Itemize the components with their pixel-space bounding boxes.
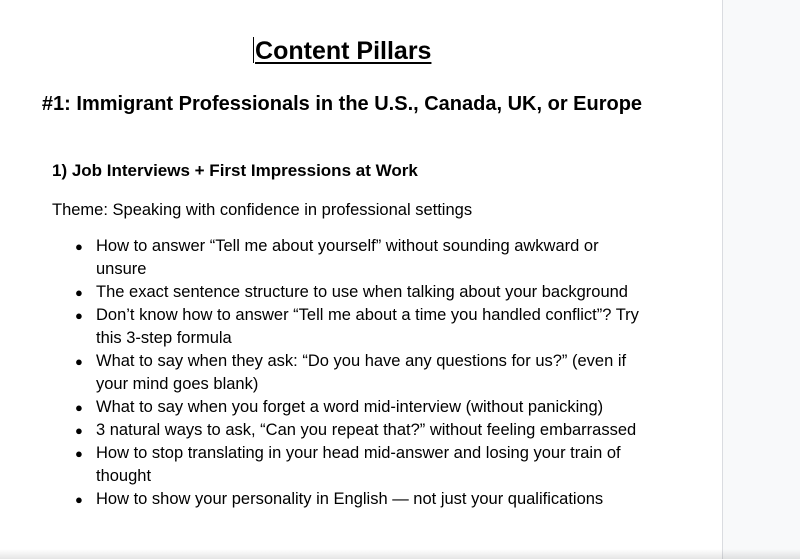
- bullet-list: [0, 235, 722, 511]
- document-title[interactable]: [0, 35, 684, 67]
- section-heading[interactable]: 1) Job Interviews + First Impressions at Work: [52, 161, 418, 180]
- bullet-icon: ●: [75, 239, 83, 254]
- bullet-item[interactable]: [0, 350, 641, 396]
- bullet-icon: ●: [75, 446, 83, 461]
- bullet-icon: ●: [75, 400, 83, 415]
- bullet-item[interactable]: [0, 304, 641, 350]
- bullet-item[interactable]: [0, 442, 641, 488]
- bullet-text: How to answer “Tell me about yourself” without sounding awkward or unsure: [96, 237, 599, 278]
- bullet-icon: ●: [75, 285, 83, 300]
- bullet-text: 3 natural ways to ask, “Can you repeat that?” without feeling embarrassed: [96, 421, 637, 439]
- bullet-icon: ●: [75, 308, 83, 323]
- bullet-text: Don’t know how to answer “Tell me about a time you handled conflict”? Try this 3-step formula: [96, 306, 639, 347]
- bullet-text: What to say when they ask: “Do you have any questions for us?” (even if your mind goes blank): [96, 352, 627, 393]
- pillar-heading[interactable]: #1: Immigrant Professionals in the U.S., Canada, UK, or Europe: [41, 93, 643, 115]
- bullet-item[interactable]: [0, 488, 641, 511]
- theme-line[interactable]: Theme: Speaking with confidence in professional settings: [52, 201, 473, 219]
- bullet-icon: ●: [75, 492, 83, 507]
- bullet-text: What to say when you forget a word mid-interview (without panicking): [96, 398, 604, 416]
- bullet-item[interactable]: [0, 235, 641, 281]
- bullet-icon: ●: [75, 354, 83, 369]
- text-cursor: [253, 37, 255, 63]
- bullet-item[interactable]: [0, 419, 641, 442]
- document-title-text: Content Pillars: [255, 37, 432, 65]
- bullet-item[interactable]: [0, 396, 641, 419]
- bullet-item[interactable]: [0, 281, 641, 304]
- bullet-icon: ●: [75, 423, 83, 438]
- bullet-text: The exact sentence structure to use when talking about your background: [96, 283, 628, 301]
- page-side-margin: [723, 0, 800, 559]
- bullet-text: How to stop translating in your head mid-answer and losing your train of thought: [96, 444, 621, 485]
- bullet-text: How to show your personality in English — not just your qualifications: [96, 490, 604, 508]
